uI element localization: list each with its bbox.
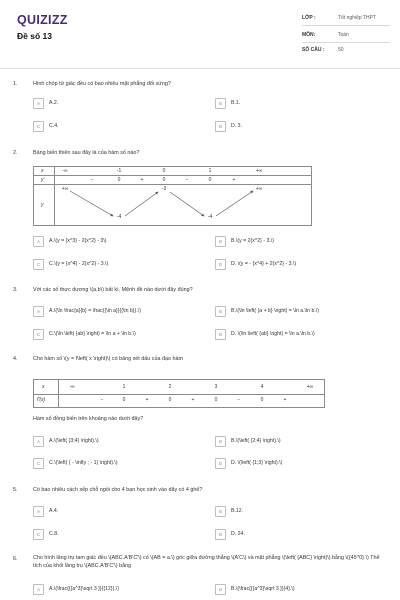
meta-key: LỚP : <box>302 15 316 21</box>
x-value: -1 <box>116 168 122 174</box>
option-text: A.\(\frac{{{a^3}\sqrt 3 }}{{12}}.\) <box>49 585 119 592</box>
meta-value: Toán <box>338 32 349 38</box>
y-value: +∞ <box>61 186 69 192</box>
sign: + <box>140 177 144 183</box>
question-text: Với các số thực dương \(a,b\) bất kì. Mệnh đề nào dưới đây đúng? <box>33 287 193 293</box>
option-letter-box: B <box>215 98 226 109</box>
table-row-divider <box>34 394 324 395</box>
y-value: -3 <box>161 186 167 192</box>
option-letter-box: A <box>33 98 44 109</box>
sign: 0 <box>162 177 166 183</box>
sign: − <box>100 397 104 403</box>
x-value: 4 <box>260 384 264 390</box>
sign: + <box>145 397 149 403</box>
worksheet-header <box>0 0 400 68</box>
question-number: 2. <box>13 150 18 156</box>
sign: 0 <box>117 177 121 183</box>
option-text: D. \(y = - {x^4} + 2{x^2} - 3.\) <box>231 260 297 267</box>
option-letter-box: D <box>215 121 226 132</box>
option-letter-box: D <box>215 259 226 270</box>
option-text: C.8. <box>49 530 59 537</box>
option-letter-box: C <box>33 529 44 540</box>
quizizz-logo: QUIZIZZ <box>17 13 68 27</box>
option-text: A.2. <box>49 99 59 106</box>
question-number: 4. <box>13 356 18 362</box>
option-letter-box: B <box>215 236 226 247</box>
option-letter-box: A <box>33 236 44 247</box>
x-label: x <box>42 384 45 390</box>
option-text: B.\(\left( {2;4} \right).\) <box>231 437 281 444</box>
x-value: +∞ <box>255 168 263 174</box>
option-text: D. 24. <box>231 530 245 537</box>
meta-value: Tốt nghiệp THPT <box>338 15 376 21</box>
sign: + <box>283 397 287 403</box>
x-value: 3 <box>214 384 218 390</box>
meta-divider <box>302 42 390 43</box>
question-text: Cho hình lăng trụ tam giác đều \(ABC.A'B'C'\) có \(AB = a.\) góc giữa đường thẳng \(A'C\) và mặt phẳng \(\left( {ABC} \right)\) bằng \({45^0}.\) Thể tích của khối lăng trụ \(ABC.A'B'C'\) bằng <box>33 555 380 569</box>
option-letter-box: D <box>215 529 226 540</box>
variation-table <box>33 166 312 226</box>
sign: 0 <box>260 397 264 403</box>
meta-value: 50 <box>338 47 344 53</box>
option-letter-box: C <box>33 458 44 469</box>
option-text: A.\(y = {x^3} - 2{x^2} - 3\) <box>49 237 107 244</box>
option-letter-box: C <box>33 121 44 132</box>
option-text: C.\(y = {x^4} - 2{x^2} - 3.\) <box>49 260 109 267</box>
meta-divider <box>302 25 390 26</box>
option-letter-box: C <box>33 329 44 340</box>
arrow-down <box>70 191 113 216</box>
y-value: -4 <box>116 214 122 220</box>
x-value: 2 <box>168 384 172 390</box>
question-number: 6. <box>13 556 18 562</box>
sign: 0 <box>208 177 212 183</box>
option-letter-box: D <box>215 458 226 469</box>
y-value: +∞ <box>255 186 263 192</box>
x-label: x <box>41 168 44 174</box>
option-letter-box: C <box>33 259 44 270</box>
option-text: B.12. <box>231 507 244 514</box>
yprime-label: y' <box>41 177 45 183</box>
sign: − <box>185 177 189 183</box>
sign: 0 <box>122 397 126 403</box>
option-text: C.4. <box>49 122 59 129</box>
option-text: D. \(\ln \left( {ab} \right) = \ln a.\ln b.\) <box>231 330 315 337</box>
question-subtext: Hàm số đồng biến trên khoảng nào dưới đây? <box>33 416 144 422</box>
question-text: Có bao nhiêu cách xếp chỗ ngồi cho 4 bạn học sinh vào dãy có 4 ghế? <box>33 487 203 493</box>
option-letter-box: A <box>33 436 44 447</box>
option-letter-box: B <box>215 306 226 317</box>
x-value: 0 <box>162 168 166 174</box>
question-number: 1. <box>13 81 18 87</box>
x-value: -∞ <box>69 384 75 390</box>
option-text: A.\(\left( {3;4} \right).\) <box>49 437 99 444</box>
option-text: A.\(\ln \frac{a}{b} = \frac{{\ln a}}{{\ln b}}.\) <box>49 307 141 314</box>
option-letter-box: D <box>215 329 226 340</box>
question-text: Cho hàm số \(y = f\left( x \right)\) có bảng xét dấu của đạo hàm <box>33 356 183 362</box>
option-letter-box: B <box>215 584 226 595</box>
question-number: 5. <box>13 487 18 493</box>
option-text: D. 3. <box>231 122 242 129</box>
option-letter-box: B <box>215 436 226 447</box>
arrow-up <box>125 192 158 216</box>
x-value: 1 <box>208 168 212 174</box>
option-text: A.4. <box>49 507 59 514</box>
option-text: C.\(\left( { - \infty ; - 1} \right).\) <box>49 459 118 466</box>
sign: + <box>232 177 236 183</box>
meta-key: SỐ CÂU : <box>302 47 325 53</box>
sign: 0 <box>168 397 172 403</box>
x-value: +∞ <box>306 384 314 390</box>
y-label: y <box>41 202 44 208</box>
option-text: B.\(y = 2{x^2} - 3.\) <box>231 237 274 244</box>
option-text: D. \(\left( {1;3} \right).\) <box>231 459 283 466</box>
question-number: 3. <box>13 287 18 293</box>
x-value: -∞ <box>62 168 68 174</box>
question-text: Hình chóp tứ giác đều có bao nhiêu mặt phẳng đối xứng? <box>33 81 171 87</box>
fprime-label: f'(x) <box>37 397 46 403</box>
option-text: B.1. <box>231 99 241 106</box>
option-letter-box: A <box>33 306 44 317</box>
option-letter-box: A <box>33 506 44 517</box>
question-text: Bảng biến thiên sau đây là của hàm số nào? <box>33 150 140 156</box>
option-letter-box: B <box>215 506 226 517</box>
x-value: 1 <box>122 384 126 390</box>
sign: − <box>237 397 241 403</box>
sign-table <box>33 379 325 408</box>
option-letter-box: A <box>33 584 44 595</box>
variation-arrows <box>34 167 311 225</box>
table-col-divider <box>58 380 59 407</box>
header-divider <box>0 68 400 69</box>
option-text: B.\(\frac{{{a^3}\sqrt 3 }}{4}.\) <box>231 585 295 592</box>
y-value: -4 <box>207 214 213 220</box>
sign: 0 <box>214 397 218 403</box>
option-text: C.\(\ln \left( {ab} \right) = \ln a + \ln b.\) <box>49 330 136 337</box>
sign: + <box>191 397 195 403</box>
meta-key: MÔN: <box>302 32 316 38</box>
arrow-down <box>170 192 204 216</box>
option-text: B.\(\ln \left( {a + b} \right) = \ln a.\ln b.\) <box>231 307 319 314</box>
sign: − <box>90 177 94 183</box>
arrow-up <box>216 191 253 216</box>
exam-title: Đề số 13 <box>17 31 52 41</box>
